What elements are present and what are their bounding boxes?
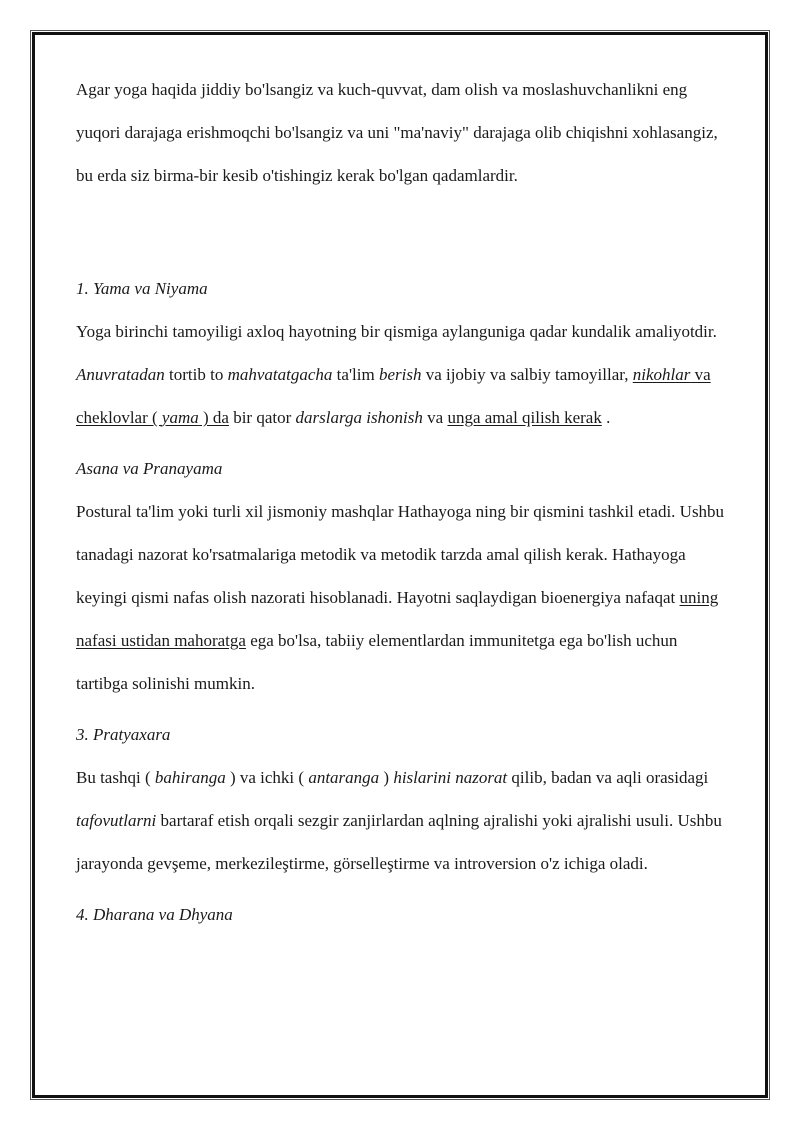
italic-run: antaranga [308,768,380,787]
italic-run: berish [378,365,422,384]
italic-run: yama [161,408,199,427]
text-run: va [422,408,448,427]
text-run: ) [379,768,394,787]
spacer [76,439,728,447]
intro-paragraph: Agar yoga haqida jiddiy bo'lsangiz va kuch-quvvat, dam olish va moslashuvchanlikni eng yuqori darajaga erishmoqchi bo'lsangiz va uni "ma'naviy" darajaga olib chiqishni xohlasangiz, bu erda siz birma-bir kesib o'tishingiz kerak bo'lgan qadamlardir. [76,80,718,185]
underlined-run: uning nafasi ustidan mahoratga [76,588,719,650]
italic-run: tafovutlarni [76,811,157,830]
text-run: qilib, badan va aqli orasidagi [507,768,709,787]
underlined-run: unga amal qilish kerak [447,408,602,427]
italic-run: bahiranga [154,768,226,787]
text-run: va cheklovlar ( [76,365,711,427]
spacer [76,197,728,267]
text-run: ) da [198,408,229,427]
spacer [76,705,728,713]
text-run: va ijobiy va salbiy tamoyillar, [421,365,633,384]
text-run: tortib to [164,365,228,384]
text-run: ta'lim [332,365,379,384]
text-run: Postural ta'lim yoki turli xil jismoniy mashqlar Hathayoga ning bir qismini tashkil etadi. Ushbu tanadagi nazorat ko'rsatmalariga metodik va metodik tarzda amal qilish kerak. Hathayoga keyingi qismi nafas olish nazorati hisoblanadi. Hayotni saqlaydigan bioenergiya nafaqat [76,502,725,607]
italic-run: darslarga ishonish [295,408,423,427]
text-run: ega bo'lsa, tabiiy elementlardan immunitetga ega bo'lish uchun tartibga solinishi mumkin. [76,631,678,693]
text-run: Yoga birinchi tamoyiligi axloq hayotning bir qismiga aylanguniga qadar kundalik amaliyotdir. [76,322,717,341]
section-heading-asana: Asana va Pranayama [76,459,223,478]
text-run: Bu tashqi ( [76,768,155,787]
section-heading-yama: 1. Yama va Niyama [76,279,208,298]
italic-run: Anuvratadan [76,365,165,384]
italic-run: nikohlar [632,365,691,384]
italic-run: hislarini nazorat [393,768,508,787]
spacer [76,885,728,893]
text-run: . [601,408,611,427]
asana-paragraph [76,490,728,705]
text-run: ) va ichki ( [225,768,309,787]
section-heading-pratyaxara: 3. Pratyaxara [76,725,171,744]
italic-run: mahvatatgacha [227,365,333,384]
document-body [76,68,728,936]
text-run: bartaraf etish orqali sezgir zanjirlardan aqlning ajralishi yoki ajralishi usuli. Ushbu jarayonda gevşeme, merkezileştirme, görselleştirme va introversion o'z ichiga oladi. [76,811,722,873]
section-heading-dharana: 4. Dharana va Dhyana [76,905,233,924]
pratyaxara-paragraph [76,756,728,885]
yama-paragraph [76,310,728,439]
text-run: bir qator [228,408,296,427]
